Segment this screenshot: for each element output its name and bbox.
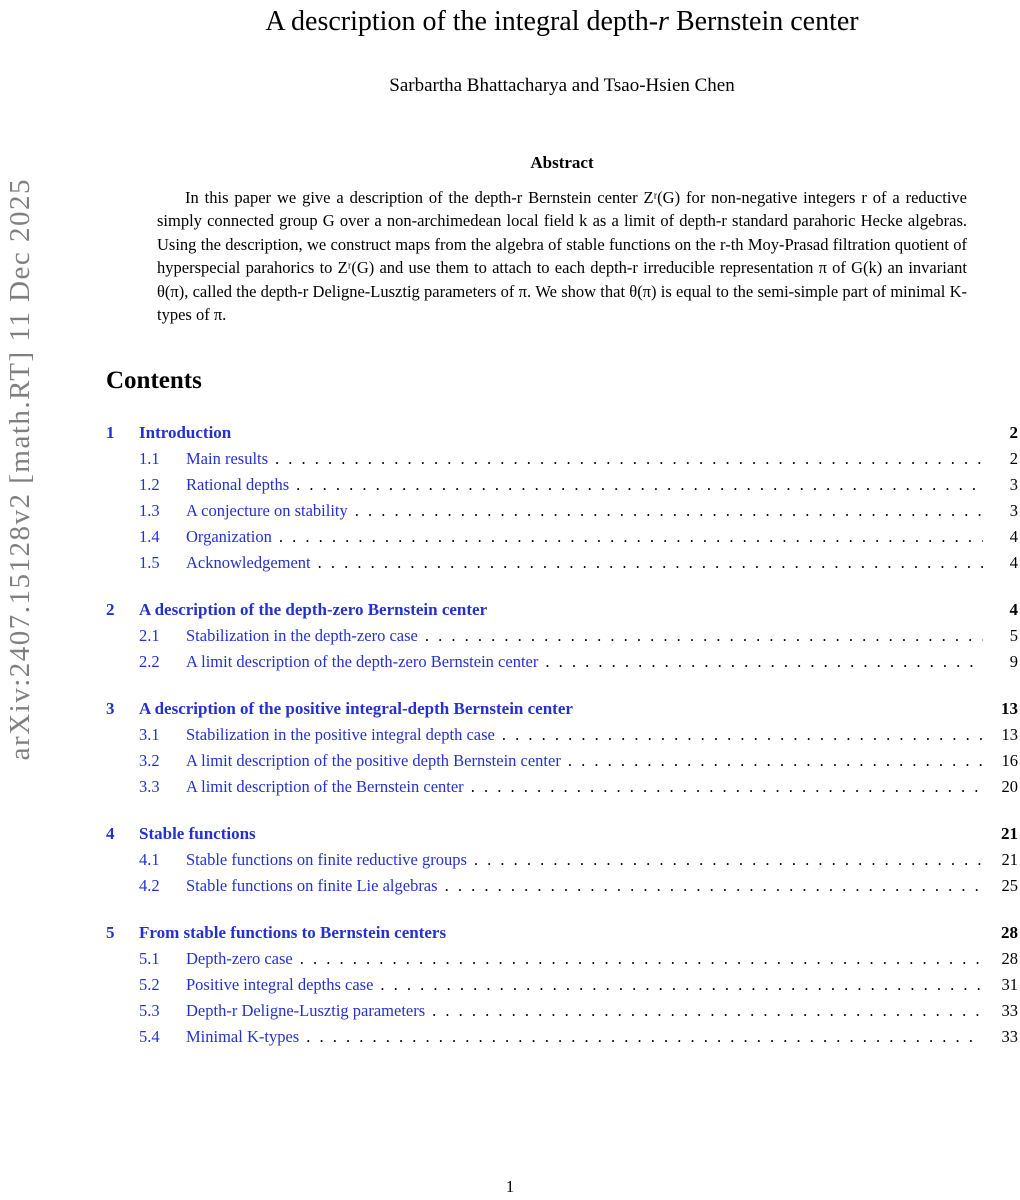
toc-entry-link[interactable] xyxy=(139,873,438,899)
toc-entry-number: 4 xyxy=(106,823,115,843)
toc-entry-number: 3.1 xyxy=(139,724,160,744)
toc-entry-link[interactable] xyxy=(139,1024,299,1050)
toc-page-number: 3 xyxy=(1009,474,1018,494)
paper-title xyxy=(106,4,1018,39)
toc-entry-number: 1.3 xyxy=(139,500,160,520)
toc-subsection-row xyxy=(106,774,1018,800)
toc-entry-link[interactable] xyxy=(139,446,268,472)
toc-page-number: 2 xyxy=(1009,422,1018,442)
title-text-pre: A description of the integral depth- xyxy=(265,6,659,37)
toc-subsection-row xyxy=(106,873,1018,899)
toc-subsection-row xyxy=(106,946,1018,972)
abstract-text: In this paper we give a description of the depth-r Bernstein center Zʳ(G) for non-negative integers r of a reductive simply connected group G over a non-archimedean local field k as a limit of depth-r standard parahoric Hecke algebras. Using the description, we construct maps from the algebra of stable functions on the r-th Moy-Prasad filtration quotient of hyperspecial parahorics to Zʳ(G) and use them to attach to each depth-r irreducible representation π of G(k) an invariant θ(π), called the depth-r Deligne-Lusztig parameters of π. We show that θ(π) is equal to the semi-simple part of minimal K-types of π. xyxy=(157,188,967,325)
toc-entry-label: Main results xyxy=(186,448,269,468)
toc-entry-label: Stabilization in the positive integral depth case xyxy=(186,724,495,744)
toc-page-number: 25 xyxy=(1001,875,1018,895)
title-text-post: Bernstein center xyxy=(668,6,859,37)
toc-section-row xyxy=(106,420,1018,446)
toc-page-number: 13 xyxy=(1001,698,1018,718)
toc-page-number: 9 xyxy=(1009,651,1018,671)
toc-entry-number: 4.2 xyxy=(139,875,160,895)
toc-page-number: 2 xyxy=(1009,448,1018,468)
toc-entry-label: Depth-zero case xyxy=(186,948,293,968)
toc-page-number: 4 xyxy=(1009,526,1018,546)
toc-entry-link[interactable] xyxy=(139,972,373,998)
toc-entry-link[interactable] xyxy=(106,420,231,446)
toc-page-number: 28 xyxy=(1001,948,1018,968)
toc-entry-link[interactable] xyxy=(139,774,464,800)
toc-entry-label: A limit description of the depth-zero Bernstein center xyxy=(186,651,539,671)
toc-entry-link[interactable] xyxy=(106,920,446,946)
toc-entry-number: 5.4 xyxy=(139,1026,160,1046)
toc-entry-label: From stable functions to Bernstein centers xyxy=(139,922,447,942)
toc-entry-link[interactable] xyxy=(139,946,293,972)
toc-entry-link[interactable] xyxy=(106,597,487,623)
toc-subsection-row xyxy=(106,623,1018,649)
toc-section-row xyxy=(106,597,1018,623)
toc-entry-number: 1 xyxy=(106,422,115,442)
toc-entry-number: 5.3 xyxy=(139,1000,160,1020)
toc-entry-label: Stable functions on finite Lie algebras xyxy=(186,875,438,895)
toc-page-number: 33 xyxy=(1001,1026,1018,1046)
toc-entry-label: A limit description of the Bernstein center xyxy=(186,776,464,796)
toc-entry-number: 1.5 xyxy=(139,552,160,572)
toc-entry-link[interactable] xyxy=(139,748,561,774)
toc-subsection-row xyxy=(106,1024,1018,1050)
toc-page-number: 4 xyxy=(1009,599,1018,619)
toc-dot-leader xyxy=(279,524,983,550)
toc-page-number: 3 xyxy=(1009,500,1018,520)
toc-entry-label: Depth-r Deligne-Lusztig parameters xyxy=(186,1000,426,1020)
toc-dot-leader xyxy=(355,498,983,524)
toc-entry-link[interactable] xyxy=(139,623,418,649)
toc-dot-leader xyxy=(474,847,983,873)
toc-entry-label: Introduction xyxy=(139,422,232,442)
toc-subsection-row xyxy=(106,498,1018,524)
toc-entry-label: Acknowledgement xyxy=(186,552,311,572)
toc-entry-number: 1.2 xyxy=(139,474,160,494)
toc-subsection-row xyxy=(106,472,1018,498)
toc-dot-leader xyxy=(545,649,983,675)
toc-section-row xyxy=(106,696,1018,722)
toc-dot-leader xyxy=(318,550,983,576)
toc-section-row xyxy=(106,821,1018,847)
toc-entry-label: Stable functions xyxy=(139,823,256,843)
toc-entry-label: A description of the positive integral-depth Bernstein center xyxy=(139,698,573,718)
toc-subsection-row xyxy=(106,847,1018,873)
table-of-contents xyxy=(106,420,1018,1050)
toc-entry-number: 3.2 xyxy=(139,750,160,770)
paper-content xyxy=(106,0,1018,1050)
toc-dot-leader xyxy=(275,446,983,472)
toc-entry-number: 3.3 xyxy=(139,776,160,796)
toc-entry-label: A limit description of the positive depth Bernstein center xyxy=(186,750,561,770)
toc-entry-label: Minimal K-types xyxy=(186,1026,300,1046)
toc-subsection-row xyxy=(106,649,1018,675)
toc-entry-link[interactable] xyxy=(139,847,467,873)
toc-entry-link[interactable] xyxy=(139,498,348,524)
toc-section-group xyxy=(106,920,1018,1050)
toc-entry-label: A description of the depth-zero Bernstein center xyxy=(139,599,488,619)
toc-section-group xyxy=(106,597,1018,675)
toc-entry-link[interactable] xyxy=(139,649,538,675)
toc-page-number: 21 xyxy=(1001,849,1018,869)
toc-entry-number: 1.1 xyxy=(139,448,160,468)
toc-entry-label: Organization xyxy=(186,526,272,546)
toc-entry-number: 5 xyxy=(106,922,115,942)
toc-section-group xyxy=(106,420,1018,576)
toc-entry-label: Positive integral depths case xyxy=(186,974,374,994)
abstract-heading: Abstract xyxy=(530,153,594,172)
toc-dot-leader xyxy=(300,946,983,972)
toc-entry-link[interactable] xyxy=(106,821,256,847)
toc-dot-leader xyxy=(380,972,983,998)
toc-dot-leader xyxy=(425,623,983,649)
toc-dot-leader xyxy=(502,722,983,748)
toc-entry-number: 3 xyxy=(106,698,115,718)
toc-page-number: 5 xyxy=(1009,625,1018,645)
toc-page-number: 16 xyxy=(1001,750,1018,770)
title-math-var: r xyxy=(658,6,669,37)
toc-entry-number: 1.4 xyxy=(139,526,160,546)
toc-section-row xyxy=(106,920,1018,946)
toc-section-group xyxy=(106,696,1018,800)
arxiv-watermark: arXiv:2407.15128v2 [math.RT] 11 Dec 2025 xyxy=(4,178,36,761)
toc-dot-leader xyxy=(568,748,983,774)
contents-heading: Contents xyxy=(106,366,202,394)
toc-page-number: 13 xyxy=(1001,724,1018,744)
toc-entry-link[interactable] xyxy=(106,696,573,722)
toc-page-number: 33 xyxy=(1001,1000,1018,1020)
toc-dot-leader xyxy=(432,998,983,1024)
toc-subsection-row xyxy=(106,550,1018,576)
toc-dot-leader xyxy=(296,472,983,498)
page-number: 1 xyxy=(505,1177,515,1196)
toc-entry-label: Stabilization in the depth-zero case xyxy=(186,625,418,645)
toc-dot-leader xyxy=(306,1024,983,1050)
toc-entry-link[interactable] xyxy=(139,722,495,748)
toc-page-number: 4 xyxy=(1009,552,1018,572)
toc-entry-number: 2 xyxy=(106,599,115,619)
toc-entry-number: 2.1 xyxy=(139,625,160,645)
toc-subsection-row xyxy=(106,722,1018,748)
toc-entry-link[interactable] xyxy=(139,524,272,550)
toc-subsection-row xyxy=(106,748,1018,774)
toc-entry-number: 5.1 xyxy=(139,948,160,968)
toc-subsection-row xyxy=(106,972,1018,998)
toc-entry-label: Rational depths xyxy=(186,474,290,494)
toc-entry-link[interactable] xyxy=(139,472,289,498)
toc-dot-leader xyxy=(445,873,983,899)
toc-entry-number: 2.2 xyxy=(139,651,160,671)
toc-entry-link[interactable] xyxy=(139,550,311,576)
toc-page-number: 21 xyxy=(1001,823,1018,843)
toc-section-group xyxy=(106,821,1018,899)
authors-line: Sarbartha Bhattacharya and Tsao-Hsien Chen xyxy=(389,75,735,96)
toc-entry-label: A conjecture on stability xyxy=(186,500,348,520)
toc-entry-number: 5.2 xyxy=(139,974,160,994)
toc-subsection-row xyxy=(106,998,1018,1024)
toc-page-number: 28 xyxy=(1001,922,1018,942)
toc-entry-label: Stable functions on finite reductive groups xyxy=(186,849,467,869)
abstract-section xyxy=(157,153,967,327)
toc-page-number: 31 xyxy=(1001,974,1018,994)
toc-entry-number: 4.1 xyxy=(139,849,160,869)
toc-page-number: 20 xyxy=(1001,776,1018,796)
toc-subsection-row xyxy=(106,446,1018,472)
toc-subsection-row xyxy=(106,524,1018,550)
toc-entry-link[interactable] xyxy=(139,998,425,1024)
toc-dot-leader xyxy=(471,774,983,800)
